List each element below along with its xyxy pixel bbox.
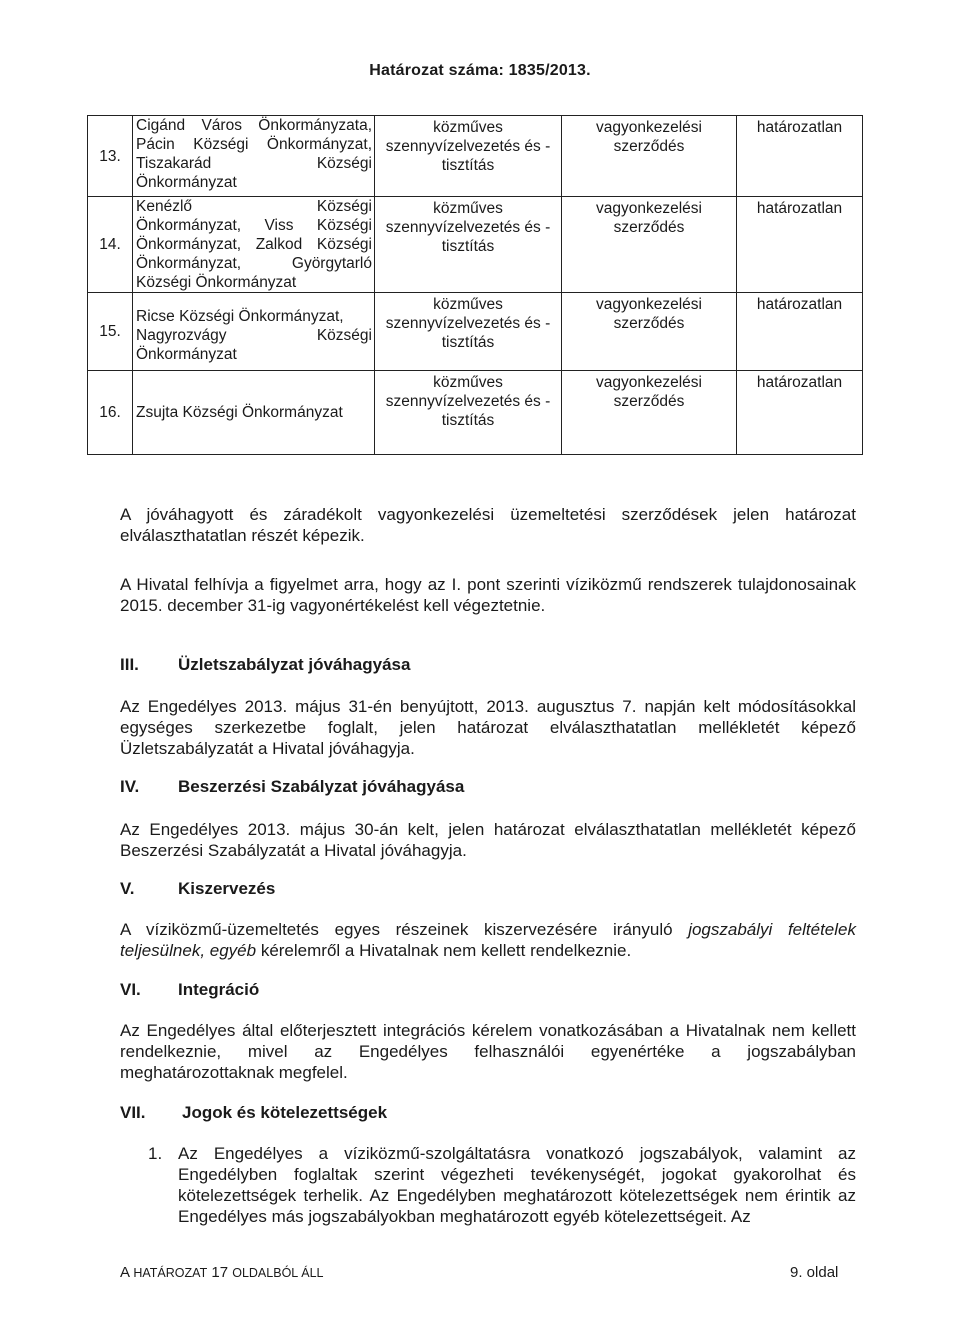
section-title: Integráció [178,980,260,999]
paragraph-approval: A jóváhagyott és záradékolt vagyonkezelési üzemeltetési szerződések jelen határozat elválaszthatatlan részét képezik. [120,505,856,545]
section-heading [120,980,259,1000]
service-cell: közműves szennyvízelvezetés és - tisztítás [375,293,562,371]
section-title: Kiszervezés [178,879,276,898]
document-title: Határozat száma: 1835/2013. [369,62,591,79]
section-heading [120,777,464,797]
duration-cell: határozatlan [737,116,863,197]
section-number: IV. [120,777,140,796]
section-heading [120,655,410,675]
service-cell: közműves szennyvízelvezetés és - tisztítás [375,197,562,293]
duration-cell: határozatlan [737,197,863,293]
municipality-line: Zsujta Községi Önkormányzat [136,404,343,421]
section-text [120,919,856,961]
municipality-cell [133,293,375,371]
footer-text: OLDALBÓL ÁLL [232,1266,324,1280]
table-row [88,116,863,197]
section-text: Az Engedélyes 2013. május 30-án kelt, jelen határozat elválaszthatatlan mellékletét képező Beszerzési Szabályzatát a Hivatal jóváhagyja. [120,820,856,860]
list-item-number: 1. [148,1144,163,1163]
table-row [88,197,863,293]
municipality-line: Cigánd Város Önkormányzata, [136,117,372,134]
municipality-line: Önkormányzat, Zalkod Községi [136,236,372,253]
row-number: 13. [88,116,133,197]
section-heading [120,879,275,899]
municipality-cell [133,371,375,455]
duration-cell: határozatlan [737,371,863,455]
municipality-line: Tiszakarád Községi [136,155,372,172]
paragraph-valuation: A Hivatal felhívja a figyelmet arra, hogy az I. pont szerinti víziközmű rendszerek tulajdonosainak 2015. december 31-ig vagyonértékelést kell végeztetnie. [120,575,856,615]
contract-cell: vagyonkezelési szerződés [562,293,737,371]
municipality-line: Ricse Községi Önkormányzat, [136,308,344,325]
section-heading [120,1103,387,1123]
section-text: Az Engedélyes által előterjesztett integrációs kérelem vonatkozásában a Hivatalnak nem kellett rendelkeznie, mivel az Engedélyes felhasználói egyenértéke a jogszabályban meghatározottaknak megfelel. [120,1021,856,1082]
section-text-italic: jogszabályi feltételek teljesülnek, egyéb [120,920,856,960]
footer-page-count [120,1264,324,1281]
footer-text: HATÁROZAT [133,1266,208,1280]
contract-cell: vagyonkezelési szerződés [562,197,737,293]
row-number: 16. [88,371,133,455]
municipality-line: Önkormányzat [136,346,237,363]
municipality-line: Községi Önkormányzat [136,274,297,291]
municipality-cell [133,197,375,293]
section-text-part: A víziközmű-üzemeltetés egyes részeinek kiszervezésére irányuló [120,920,689,939]
row-number: 14. [88,197,133,293]
service-cell: közműves szennyvízelvezetés és - tisztítás [375,116,562,197]
list-item-text: Az Engedélyes a víziközmű-szolgáltatásra vonatkozó jogszabályok, valamint az Engedélyben foglaltak szerint végezheti tevékenységét, jogokat gyakorolhat és kötelezettségek terhelik. Az Engedélyben meghatározott kötelezettségek nem érintik az Engedélyes más jogszabályokban meghatározott egyéb kötelezettségeit. Az [178,1144,856,1226]
municipality-line: Önkormányzat, Viss Községi [136,217,372,234]
section-number: III. [120,655,139,674]
footer-text: A [120,1264,134,1281]
page-number: 9. oldal [790,1264,839,1281]
municipality-line: Önkormányzat [136,174,237,191]
section-title: Beszerzési Szabályzat jóváhagyása [178,777,465,796]
table-row [88,293,863,371]
municipality-line: Pácin Községi Önkormányzat, [136,136,372,153]
section-number: VI. [120,980,141,999]
municipality-line: Kenézlő Községi [136,198,372,215]
list-item [148,1143,856,1227]
section-number: VII. [120,1103,146,1122]
municipality-line: Önkormányzat, Györgytarló [136,255,372,272]
section-text: Az Engedélyes 2013. május 31-én benyújtott, 2013. augusztus 7. napján kelt módosításokkal egységes szerkezetbe foglalt, jelen határozat elválaszthatatlan mellékletét képező Üzletszabályzatát a Hivatal jóváhagyja. [120,697,856,758]
row-number: 15. [88,293,133,371]
section-title: Üzletszabályzat jóváhagyása [178,655,411,674]
section-title: Jogok és kötelezettségek [182,1103,388,1122]
contract-cell: vagyonkezelési szerződés [562,371,737,455]
footer-text: 17 [207,1264,233,1281]
contract-cell: vagyonkezelési szerződés [562,116,737,197]
municipality-cell [133,116,375,197]
table-row [88,371,863,455]
municipality-line: Nagyrozvágy Községi [136,327,372,344]
duration-cell: határozatlan [737,293,863,371]
section-number: V. [120,879,135,898]
service-cell: közműves szennyvízelvezetés és - tisztítás [375,371,562,455]
section-text-part: kérelemről a Hivatalnak nem kellett rendelkeznie. [256,941,632,960]
municipality-table [87,115,863,455]
